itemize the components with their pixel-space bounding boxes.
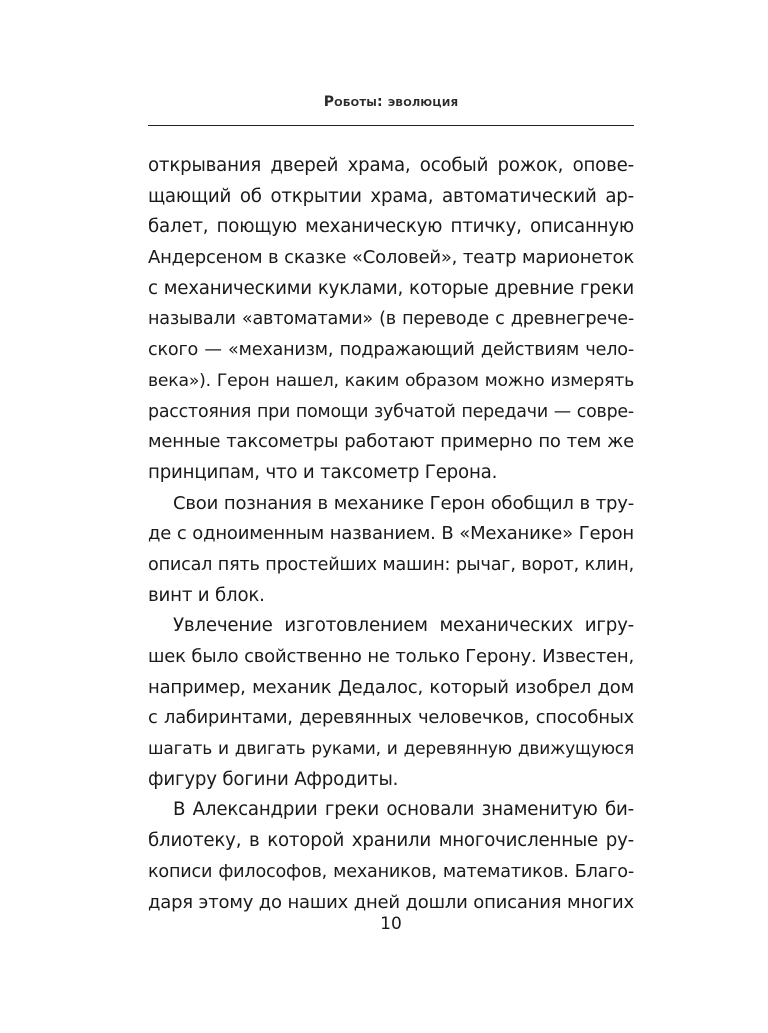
text-line: например, механик Дедалос, который изобрел дом — [148, 676, 634, 698]
text-line: века»). Герон нашел, каким образом можно измерять — [148, 370, 634, 391]
running-head: Роботы: эволюция — [323, 94, 459, 110]
text-line: с механическими куклами, которые древние греки — [148, 277, 634, 299]
text-line: винт и блок. — [148, 584, 265, 606]
text-line: открывания дверей храма, особый рожок, опове- — [148, 155, 634, 176]
text-line: даря этому до наших дней дошли описания многих — [148, 891, 634, 913]
text-line: кописи философов, механиков, математиков. Благо- — [148, 861, 634, 882]
text-line: фигуру богини Афродиты. — [148, 768, 399, 790]
text-line: шек было свойственно не только Герону. Известен, — [148, 646, 634, 667]
page-number: 10 — [380, 914, 402, 934]
text-line: расстояния при помощи зубчатой передачи — совре- — [148, 401, 634, 422]
text-line: описал пять простейших машин: рычаг, ворот, клин, — [148, 554, 634, 575]
text-line: с лабиринтами, деревянных человечков, способных — [148, 707, 634, 729]
text-line: Свои познания в механике Герон обобщил в тру- — [173, 492, 634, 514]
text-line: щающий об открытии храма, автоматический ар- — [148, 185, 634, 207]
text-line: В Александрии греки основали знаменитую би- — [173, 799, 634, 821]
header-rule — [148, 125, 634, 126]
text-line: Увлечение изготовлением механических игру- — [173, 615, 634, 637]
text-line: де с одноименным названием. В «Механике» Герон — [148, 523, 634, 545]
text-line: Андерсеном в сказке «Соловей», театр марионеток — [148, 247, 634, 269]
text-line: блиотеку, в которой хранили многочисленные ру- — [148, 830, 634, 852]
text-line: ского — «механизм, подражающий действиям чело- — [148, 340, 634, 361]
text-line: называли «автоматами» (в переводе с древнегрече- — [148, 309, 634, 330]
body-text — [148, 151, 634, 918]
text-line: балет, поющую механическую птичку, описанную — [148, 216, 634, 238]
text-line: менные таксометры работают примерно по тем же — [148, 431, 634, 453]
text-line: принципам, что и таксометр Герона. — [148, 461, 498, 483]
text-line: шагать и двигать руками, и деревянную движущуюся — [148, 739, 634, 760]
